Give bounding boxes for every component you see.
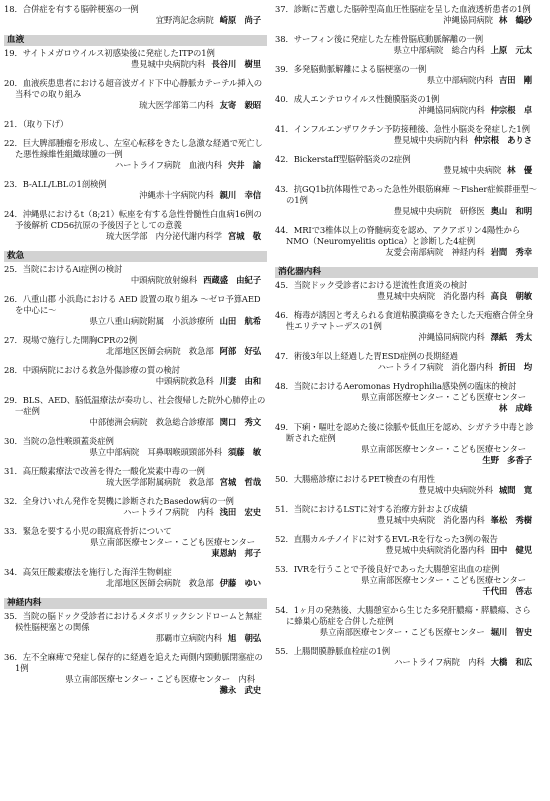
- presenter-name: 林 鶴砂: [498, 15, 532, 25]
- abstract-entry: [4, 138, 267, 171]
- entry-title: 37．診断に苦慮した脳幹型高血圧性脳症を呈した血液透析患者の1例: [275, 4, 531, 14]
- presenter-name: 生野 多香子: [482, 455, 532, 465]
- entry-author-line: [275, 75, 538, 86]
- affiliation: 中頭病院放射線科: [130, 275, 198, 285]
- presenter-name: 阿部 好弘: [219, 346, 261, 356]
- affiliation: 県立南部医療センター・こども医療センター: [361, 392, 526, 402]
- affiliation: 宜野湾記念病院: [155, 15, 214, 25]
- affiliation: 県立南部医療センター・こども医療センター: [90, 537, 255, 547]
- entry-title: 31．高圧酸素療法で改善を得た一酸化炭素中毒の一例: [4, 466, 205, 476]
- affiliation: 県立南部医療センター・こども医療センター 内科: [65, 674, 255, 684]
- entry-title: 53．IVRを行うことで予後良好であった大腸憩室出血の症例: [275, 564, 500, 574]
- affiliation: 県立南部医療センター・こども医療センター: [319, 627, 485, 637]
- presenter-name: 川妻 由和: [219, 376, 261, 386]
- presenter-name: 上原 元太: [490, 45, 532, 55]
- entry-title: 25．当院におけるAi症例の検討: [4, 264, 123, 274]
- abstract-entry: [4, 652, 267, 696]
- abstract-entry: [275, 154, 538, 176]
- abstract-entry: [4, 294, 267, 327]
- entry-title: 23．B-ALL/LBLの1剖検例: [4, 179, 107, 189]
- entry-author-line: [275, 362, 538, 373]
- affiliation: 北部地区医師会病院 救急部: [106, 578, 214, 588]
- entry-title: 47．術後3年以上経過した胃ESD症例の長期経過: [275, 351, 458, 361]
- entry-author-line: [4, 685, 267, 696]
- entry-author-line: [275, 515, 538, 526]
- entry-author-line: [275, 247, 538, 258]
- presenter-name: 東恩納 邦子: [211, 548, 261, 558]
- entry-title: 52．直腸カルチノイドに対するEVL-Rを行なった3例の報告: [275, 534, 498, 544]
- affiliation: 豊見城中央病院消化器内科: [385, 545, 485, 555]
- abstract-entry: [275, 94, 538, 116]
- abstract-entry: [4, 567, 267, 589]
- entry-title: 32．全身けいれん発作を契機に診断されたBasedow病の一例: [4, 496, 234, 506]
- entry-title: 19．サイトメガロウイルス初感染後に発症したITPの1例: [4, 48, 215, 58]
- entry-title: 26．八重山郡 小浜島における AED 設置の取り組み 〜ゼロ予算AEDを中心に〜: [4, 294, 261, 315]
- entry-title: 22．巨大脾部腫瘤を形成し、左室心転移をきたし急激な経過で死亡した悪性線維性組織球腫の一例: [4, 138, 263, 159]
- entry-author-line: [4, 231, 267, 242]
- abstract-entry: [4, 365, 267, 387]
- entry-title: 29．BLS、AED、脳低温療法が奏功し、社会復帰した院外心肺停止の一症例: [4, 395, 266, 416]
- entry-author-line: [275, 444, 538, 455]
- entry-author-line: [4, 190, 267, 201]
- section-header: 神経内科: [4, 598, 267, 609]
- presenter-name: 千代田 啓志: [482, 586, 532, 596]
- presenter-name: 親川 幸信: [219, 190, 261, 200]
- abstract-entry: [4, 4, 267, 26]
- presenter-name: 灘永 武史: [219, 685, 261, 695]
- entry-title: 49．下痢・嘔吐を認めた後に徐脈や低血圧を認め、シガテラ中毒と診断された症例: [275, 422, 534, 443]
- affiliation: ハートライフ病院 消化器内科: [377, 362, 493, 372]
- entry-author-line: [4, 537, 267, 548]
- presenter-name: 田中 健児: [490, 545, 532, 555]
- entry-author-line: [275, 105, 538, 116]
- presenter-name: 長谷川 樹里: [211, 59, 261, 69]
- entry-author-line: [4, 59, 267, 70]
- section-header: 救急: [4, 251, 267, 262]
- entry-author-line: [4, 15, 267, 26]
- abstract-entry: [4, 436, 267, 458]
- entry-title: 27．現場で施行した開胸CPRの2例: [4, 335, 138, 345]
- presenter-name: 奥山 和明: [490, 206, 532, 216]
- entry-author-line: [4, 275, 267, 286]
- affiliation: 県立八重山病院附属 小浜診療所: [89, 316, 214, 326]
- entry-author-line: [4, 548, 267, 559]
- affiliation: 県立南部医療センター・こども医療センター: [361, 575, 526, 585]
- presenter-name: 折田 均: [498, 362, 532, 372]
- entry-title: 50．大腸癌診療におけるPET検査の有用性: [275, 474, 435, 484]
- affiliation: 北部地区医師会病院 救急部: [106, 346, 214, 356]
- abstract-entry: [4, 466, 267, 488]
- presenter-name: 仲宗根 卓: [490, 105, 532, 115]
- affiliation: 沖縄赤十字病院内科: [139, 190, 214, 200]
- presenter-name: 宮城 哲哉: [219, 477, 261, 487]
- abstract-entry: [275, 605, 538, 638]
- presenter-name: 須藤 敏: [227, 447, 261, 457]
- abstract-entry: [275, 124, 538, 146]
- entry-title: 18．合併症を有する脳幹梗塞の一例: [4, 4, 139, 14]
- entry-author-line: [4, 417, 267, 428]
- abstract-entry: [275, 4, 538, 26]
- entry-author-line: [275, 291, 538, 302]
- abstract-entry: [275, 310, 538, 343]
- presenter-name: 大橋 和広: [490, 657, 532, 667]
- right-column: [275, 4, 538, 801]
- affiliation: 琉大医学部第二内科: [139, 100, 214, 110]
- entry-title: 34．高気圧酸素療法を施行した海洋生物刺症: [4, 567, 172, 577]
- presenter-name: 堀川 智史: [490, 627, 532, 637]
- affiliation: ハートライフ病院 内科: [394, 657, 485, 667]
- entry-author-line: [275, 575, 538, 586]
- entry-author-line: [4, 100, 267, 111]
- entry-author-line: [275, 165, 538, 176]
- abstract-entry: [4, 78, 267, 111]
- abstract-entry: [4, 119, 267, 130]
- left-column: [4, 4, 267, 801]
- presenter-name: 崎原 尚子: [219, 15, 261, 25]
- entry-title: 40．成人エンテロウイルス性髄膜脳炎の1例: [275, 94, 440, 104]
- abstract-entry: [275, 381, 538, 414]
- presenter-name: 宍井 諭: [227, 160, 261, 170]
- entry-author-line: [275, 485, 538, 496]
- abstract-entry: [275, 34, 538, 56]
- entry-author-line: [4, 507, 267, 518]
- abstract-entry: [4, 611, 267, 644]
- entry-title: 48．当院におけるAeromonas Hydrophilia感染例の臨床的検討: [275, 381, 517, 391]
- abstract-entry: [275, 351, 538, 373]
- presenter-name: 澤紙 秀太: [490, 332, 532, 342]
- presenter-name: 吉田 剛: [498, 75, 532, 85]
- presenter-name: 高良 朝敏: [490, 291, 532, 301]
- abstract-entry: [275, 504, 538, 526]
- presenter-name: 浅田 宏史: [219, 507, 261, 517]
- entry-title: 21．（取り下げ）: [4, 119, 69, 129]
- entry-title: 33．緊急を要する小児の眼窩底骨折について: [4, 526, 172, 536]
- abstract-entry: [4, 264, 267, 286]
- entry-title: 39．多発脳動脈解離による脳梗塞の一例: [275, 64, 427, 74]
- abstract-entry: [4, 395, 267, 428]
- presenter-name: 林 成峰: [498, 403, 532, 413]
- entry-author-line: [275, 15, 538, 26]
- entry-author-line: [275, 657, 538, 668]
- entry-author-line: [4, 633, 267, 644]
- affiliation: 沖縄協同病院: [443, 15, 493, 25]
- entry-title: 28．中頭病院における救急外傷診療の質の検討: [4, 365, 180, 375]
- presenter-name: 伊藤 ゆい: [219, 578, 261, 588]
- affiliation: 那覇市立病院内科: [155, 633, 222, 643]
- presenter-name: 西蔵盛 由紀子: [203, 275, 261, 285]
- entry-title: 45．当院ドック受診者における逆流性食道炎の検討: [275, 280, 468, 290]
- affiliation: 県立中部病院 耳鼻咽喉頭頸部外科: [89, 447, 222, 457]
- presenter-name: 旭 朝弘: [227, 633, 261, 643]
- entry-title: 36．左不全麻痺で発症し保存的に経過を追えた両側内頸動脈閉塞症の1例: [4, 652, 263, 673]
- entry-title: 41．インフルエンザワクチン予防接種後、急性小脳炎を発症した1例: [275, 124, 530, 134]
- abstract-entry: [275, 184, 538, 217]
- section-header: 消化器内科: [275, 267, 538, 278]
- entry-author-line: [275, 45, 538, 56]
- affiliation: ハートライフ病院 血液内科: [114, 160, 222, 170]
- entry-author-line: [275, 403, 538, 414]
- affiliation: ハートライフ病院 内科: [123, 507, 214, 517]
- entry-author-line: [4, 160, 267, 171]
- affiliation: 県立南部医療センター・こども医療センター: [361, 444, 526, 454]
- affiliation: 友愛会南部病院 神経内科: [385, 247, 485, 257]
- affiliation: 県立中部病院 総合内科: [393, 45, 485, 55]
- entry-title: 46．梅毒が誘因と考えられる食道粘膜潰瘍をきたした天疱瘡合併全身性エリテマトーデスの1例: [275, 310, 534, 331]
- abstract-entry: [275, 422, 538, 466]
- affiliation: 沖縄協同病院内科: [418, 105, 485, 115]
- abstract-entry: [4, 496, 267, 518]
- entry-author-line: [275, 332, 538, 343]
- entry-author-line: [4, 376, 267, 387]
- entry-author-line: [4, 477, 267, 488]
- presenter-name: 城間 寛: [498, 485, 532, 495]
- affiliation: 琉大医学部 内分泌代謝内科学: [106, 231, 222, 241]
- abstract-entry: [275, 64, 538, 86]
- entry-author-line: [4, 674, 267, 685]
- entry-author-line: [275, 392, 538, 403]
- entry-author-line: [4, 346, 267, 357]
- abstract-entry: [4, 335, 267, 357]
- presenter-name: 山田 航希: [219, 316, 261, 326]
- entry-title: 20．血液疾患患者における超音波ガイド下中心静脈カテーテル挿入の当科での取り組み: [4, 78, 263, 99]
- entry-author-line: [4, 447, 267, 458]
- entry-author-line: [4, 578, 267, 589]
- affiliation: 沖縄協同病院内科: [418, 332, 485, 342]
- entry-title: 24．沖縄県におけるt（8;21）転座を有する急性骨髄性白血病16例の予後解析 CD56抗原の予後因子としての意義: [4, 209, 262, 230]
- abstract-entry: [275, 225, 538, 258]
- entry-author-line: [4, 316, 267, 327]
- affiliation: 豊見城中央病院 消化器内科: [377, 515, 485, 525]
- abstract-entry: [275, 280, 538, 302]
- affiliation: 豊見城中央病院: [443, 165, 502, 175]
- entry-author-line: [275, 627, 538, 638]
- entry-title: 38．サーフィン後に発症した左椎骨脳底動脈解離の一例: [275, 34, 483, 44]
- abstract-entry: [275, 474, 538, 496]
- presenter-name: 峯松 秀樹: [490, 515, 532, 525]
- entry-title: 35．当院の脳ドック受診者におけるメタボリックシンドロームと無症候性脳梗塞との関係: [4, 611, 262, 632]
- entry-title: 51．当院におけるLSTに対する治療方針および成績: [275, 504, 468, 514]
- presenter-name: 友寄 毅昭: [219, 100, 261, 110]
- entry-author-line: [275, 586, 538, 597]
- abstract-entry: [4, 179, 267, 201]
- abstract-entry: [275, 646, 538, 668]
- entry-title: 44．MRIで3椎体以上の脊髄病変を認め、アクアポリン4陽性からNMO（Neuromyelitis optica）と診断した4症例: [275, 225, 521, 246]
- affiliation: 豊見城中央病院外科: [418, 485, 493, 495]
- abstract-entry: [275, 534, 538, 556]
- affiliation: 豊見城中央病院内科: [130, 59, 206, 69]
- entry-author-line: [275, 545, 538, 556]
- entry-author-line: [275, 135, 538, 146]
- affiliation: 豊見城中央病院 研修医: [393, 206, 485, 216]
- affiliation: 豊見城中央病院内科: [393, 135, 469, 145]
- abstract-entry: [4, 526, 267, 559]
- presenter-name: 宮城 敬: [227, 231, 261, 241]
- entry-author-line: [275, 455, 538, 466]
- affiliation: 中頭病院救急科: [155, 376, 214, 386]
- presenter-name: 関口 秀文: [219, 417, 261, 427]
- affiliation: 県立中部病院内科: [426, 75, 493, 85]
- entry-title: 54．1ヶ月の発熱後、大腸憩室から生じた多発肝膿瘍・膵膿瘍、さらに蜂巣心筋症を合併した症例: [275, 605, 531, 626]
- presenter-name: 仲宗根 ありさ: [474, 135, 532, 145]
- entry-title: 30．当院の急性喉頭蓋炎症例: [4, 436, 114, 446]
- affiliation: 琉大医学部附属病院 救急部: [106, 477, 214, 487]
- presenter-name: 岩間 秀幸: [490, 247, 532, 257]
- affiliation: 中部徳洲会病院 救急総合診療部: [89, 417, 214, 427]
- entry-title: 43．抗GQ1b抗体陽性であった急性外眼筋麻痺 〜Fisher症候群亜型〜の1例: [275, 184, 537, 205]
- abstract-entry: [4, 209, 267, 242]
- affiliation: 豊見城中央病院 消化器内科: [377, 291, 485, 301]
- entry-title: 42．Bickerstaff型脳幹脳炎の2症例: [275, 154, 411, 164]
- abstract-entry: [4, 48, 267, 70]
- abstract-entry: [275, 564, 538, 597]
- presenter-name: 林 優: [507, 165, 532, 175]
- entry-title: 55．上腸間膜静脈血栓症の1例: [275, 646, 390, 656]
- entry-author-line: [275, 206, 538, 217]
- section-header: 血液: [4, 35, 267, 46]
